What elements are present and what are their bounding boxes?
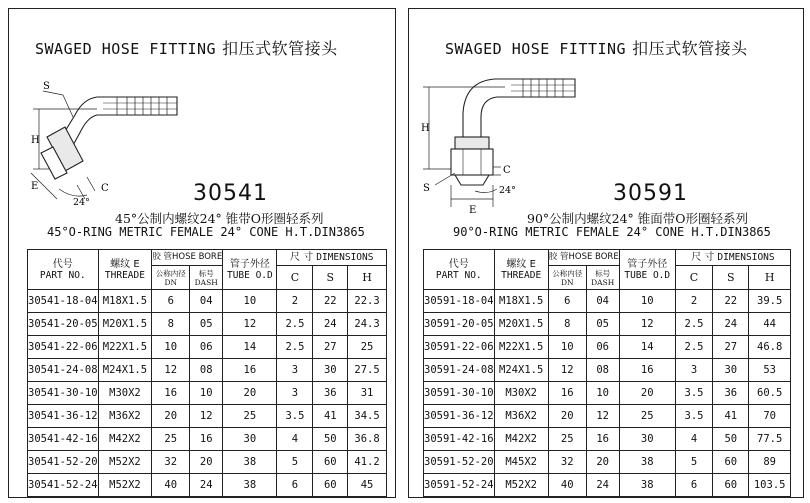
cell-part-no: 30541-52-20 — [28, 451, 99, 474]
cell-thread: M45X2 — [494, 451, 548, 474]
table-row — [28, 428, 387, 451]
cell-tube-od: 12 — [619, 313, 675, 336]
cell-c: 3.5 — [277, 405, 313, 428]
cell-dn: 12 — [548, 359, 586, 382]
cell-thread: M22X1.5 — [98, 336, 152, 359]
cell-h: 45 — [348, 474, 387, 497]
cell-s: 27 — [313, 336, 348, 359]
cell-dn: 8 — [548, 313, 586, 336]
cell-tube-od: 20 — [619, 382, 675, 405]
label-e: E — [469, 205, 477, 216]
col-hose-bore: 胶 管HOSE BORE — [152, 250, 223, 266]
cell-part-no: 30591-52-20 — [424, 451, 495, 474]
cell-dash: 10 — [190, 382, 223, 405]
col-dn: 公称内径 DN — [548, 266, 586, 290]
cell-s: 36 — [713, 382, 749, 405]
col-part-no: 代号 PART NO. — [28, 250, 99, 290]
cell-c: 2 — [675, 290, 712, 313]
table-row — [28, 290, 387, 313]
cell-s: 50 — [713, 428, 749, 451]
cell-h: 39.5 — [749, 290, 791, 313]
description-cn: 45°公制内螺纹24° 锥带O形圈轻系列 — [115, 211, 324, 226]
cell-dash: 12 — [586, 405, 619, 428]
cell-part-no: 30541-20-05 — [28, 313, 99, 336]
cell-thread: M52X2 — [494, 474, 548, 497]
cell-part-no: 30591-20-05 — [424, 313, 495, 336]
header-cn: 扣压式软管接头 — [222, 39, 338, 58]
table-row — [28, 451, 387, 474]
cell-s: 36 — [313, 382, 348, 405]
cell-h: 31 — [348, 382, 387, 405]
cell-thread: M20X1.5 — [494, 313, 548, 336]
cell-tube-od: 12 — [223, 313, 277, 336]
cell-tube-od: 25 — [619, 405, 675, 428]
header-en: SWAGED HOSE FITTING — [35, 40, 217, 58]
cell-c: 4 — [277, 428, 313, 451]
cell-thread: M36X2 — [98, 405, 152, 428]
cell-dn: 25 — [548, 428, 586, 451]
cell-tube-od: 14 — [619, 336, 675, 359]
cell-h: 41.2 — [348, 451, 387, 474]
table-row — [28, 359, 387, 382]
header-cn: 扣压式软管接头 — [632, 39, 748, 58]
cell-tube-od: 16 — [223, 359, 277, 382]
cell-dash: 04 — [586, 290, 619, 313]
col-part-no: 代号 PART NO. — [424, 250, 495, 290]
cell-dn: 8 — [152, 313, 190, 336]
cell-dash: 24 — [190, 474, 223, 497]
fitting-90-svg — [415, 67, 585, 227]
col-dash: 标号 DASH — [190, 266, 223, 290]
cell-tube-od: 10 — [619, 290, 675, 313]
col-c: C — [277, 266, 313, 290]
cell-tube-od: 16 — [619, 359, 675, 382]
table-row — [424, 474, 791, 497]
cell-dash: 16 — [586, 428, 619, 451]
cell-s: 60 — [313, 451, 348, 474]
label-s: S — [423, 183, 430, 194]
cell-part-no: 30591-18-04 — [424, 290, 495, 313]
cell-thread: M20X1.5 — [98, 313, 152, 336]
cell-s: 27 — [713, 336, 749, 359]
table-row — [424, 451, 791, 474]
description-en: 90°O-RING METRIC FEMALE 24° CONE H.T.DIN3865 — [453, 225, 771, 239]
cell-dash: 08 — [190, 359, 223, 382]
cell-dn: 16 — [548, 382, 586, 405]
cell-c: 3.5 — [675, 405, 712, 428]
col-dimensions: 尺 寸 DIMENSIONS — [675, 250, 790, 266]
cell-part-no: 30541-42-16 — [28, 428, 99, 451]
cell-s: 24 — [713, 313, 749, 336]
description-en: 45°O-RING METRIC FEMALE 24° CONE H.T.DIN3865 — [47, 225, 365, 239]
label-h: H — [421, 123, 430, 134]
cell-thread: M42X2 — [494, 428, 548, 451]
cell-h: 60.5 — [749, 382, 791, 405]
col-hose-bore: 胶 管HOSE BORE — [548, 250, 619, 266]
cell-tube-od: 20 — [223, 382, 277, 405]
cell-s: 60 — [313, 474, 348, 497]
cell-c: 2.5 — [675, 336, 712, 359]
cell-part-no: 30591-24-08 — [424, 359, 495, 382]
table-row — [424, 336, 791, 359]
cell-thread: M52X2 — [98, 451, 152, 474]
cell-tube-od: 10 — [223, 290, 277, 313]
cell-part-no: 30591-30-10 — [424, 382, 495, 405]
fitting-drawing-45deg — [17, 67, 187, 217]
cell-dn: 6 — [152, 290, 190, 313]
spec-table — [423, 249, 791, 497]
table-row — [424, 313, 791, 336]
cell-dn: 32 — [548, 451, 586, 474]
cell-part-no: 30591-42-16 — [424, 428, 495, 451]
label-e: E — [31, 181, 39, 192]
table-row — [424, 359, 791, 382]
header-en: SWAGED HOSE FITTING — [445, 40, 627, 58]
cell-dn: 32 — [152, 451, 190, 474]
cell-dash: 05 — [190, 313, 223, 336]
col-s: S — [713, 266, 749, 290]
cell-s: 24 — [313, 313, 348, 336]
cell-s: 22 — [313, 290, 348, 313]
cell-c: 2.5 — [675, 313, 712, 336]
cell-tube-od: 25 — [223, 405, 277, 428]
cell-tube-od: 30 — [223, 428, 277, 451]
cell-thread: M30X2 — [98, 382, 152, 405]
col-h: H — [348, 266, 387, 290]
cell-thread: M18X1.5 — [494, 290, 548, 313]
cell-s: 50 — [313, 428, 348, 451]
label-s: S — [43, 81, 50, 92]
cell-dn: 6 — [548, 290, 586, 313]
col-dash: 标号 DASH — [586, 266, 619, 290]
cell-s: 22 — [713, 290, 749, 313]
label-c: C — [503, 165, 511, 176]
col-dimensions: 尺 寸 DIMENSIONS — [277, 250, 387, 266]
col-c: C — [675, 266, 712, 290]
cell-dn: 10 — [548, 336, 586, 359]
cell-part-no: 30541-18-04 — [28, 290, 99, 313]
cell-tube-od: 38 — [619, 474, 675, 497]
catalog-panel-30591 — [408, 8, 804, 498]
cell-thread: M24X1.5 — [98, 359, 152, 382]
cell-h: 89 — [749, 451, 791, 474]
cell-tube-od: 14 — [223, 336, 277, 359]
table-row — [28, 382, 387, 405]
cell-h: 70 — [749, 405, 791, 428]
cell-thread: M18X1.5 — [98, 290, 152, 313]
table-row — [424, 290, 791, 313]
cell-dn: 20 — [548, 405, 586, 428]
cell-h: 53 — [749, 359, 791, 382]
label-angle: 24° — [73, 197, 90, 208]
cell-dn: 40 — [152, 474, 190, 497]
catalog-panel-30541 — [8, 8, 396, 498]
table-row — [28, 336, 387, 359]
table-row — [28, 405, 387, 428]
cell-dash: 06 — [190, 336, 223, 359]
cell-c: 3 — [277, 382, 313, 405]
cell-h: 44 — [749, 313, 791, 336]
cell-part-no: 30591-22-06 — [424, 336, 495, 359]
cell-h: 22.3 — [348, 290, 387, 313]
cell-c: 2 — [277, 290, 313, 313]
col-tube-od: 管子外径 TUBE O.D — [619, 250, 675, 290]
col-h: H — [749, 266, 791, 290]
cell-dash: 06 — [586, 336, 619, 359]
cell-dash: 16 — [190, 428, 223, 451]
col-thread: 螺纹 E THREADE — [494, 250, 548, 290]
cell-thread: M22X1.5 — [494, 336, 548, 359]
cell-c: 5 — [277, 451, 313, 474]
cell-c: 3 — [675, 359, 712, 382]
label-h: H — [31, 135, 40, 146]
cell-h: 46.8 — [749, 336, 791, 359]
cell-thread: M52X2 — [98, 474, 152, 497]
cell-dn: 10 — [152, 336, 190, 359]
cell-c: 6 — [675, 474, 712, 497]
cell-dash: 24 — [586, 474, 619, 497]
cell-dash: 20 — [190, 451, 223, 474]
model-number: 30591 — [613, 181, 688, 206]
cell-part-no: 30591-36-12 — [424, 405, 495, 428]
cell-h: 103.5 — [749, 474, 791, 497]
label-angle: 24° — [499, 185, 516, 196]
col-tube-od: 管子外径 TUBE O.D — [223, 250, 277, 290]
cell-dn: 20 — [152, 405, 190, 428]
cell-tube-od: 38 — [619, 451, 675, 474]
cell-dn: 12 — [152, 359, 190, 382]
cell-tube-od: 30 — [619, 428, 675, 451]
spec-rows — [424, 290, 791, 497]
cell-c: 2.5 — [277, 313, 313, 336]
col-s: S — [313, 266, 348, 290]
cell-s: 41 — [313, 405, 348, 428]
cell-part-no: 30541-22-06 — [28, 336, 99, 359]
cell-thread: M24X1.5 — [494, 359, 548, 382]
cell-part-no: 30591-52-24 — [424, 474, 495, 497]
cell-s: 41 — [713, 405, 749, 428]
table-row — [424, 405, 791, 428]
cell-s: 60 — [713, 451, 749, 474]
cell-dash: 05 — [586, 313, 619, 336]
cell-part-no: 30541-24-08 — [28, 359, 99, 382]
cell-c: 3.5 — [675, 382, 712, 405]
cell-h: 77.5 — [749, 428, 791, 451]
description-cn: 90°公制内螺纹24° 锥面带O形圈轻系列 — [527, 211, 749, 226]
cell-h: 27.5 — [348, 359, 387, 382]
cell-h: 34.5 — [348, 405, 387, 428]
cell-dn: 16 — [152, 382, 190, 405]
cell-c: 3 — [277, 359, 313, 382]
cell-dash: 08 — [586, 359, 619, 382]
cell-c: 4 — [675, 428, 712, 451]
cell-part-no: 30541-52-24 — [28, 474, 99, 497]
cell-thread: M42X2 — [98, 428, 152, 451]
cell-h: 24.3 — [348, 313, 387, 336]
label-c: C — [101, 183, 109, 194]
cell-c: 5 — [675, 451, 712, 474]
cell-c: 2.5 — [277, 336, 313, 359]
cell-thread: M36X2 — [494, 405, 548, 428]
cell-dash: 10 — [586, 382, 619, 405]
panel-header — [445, 36, 748, 59]
cell-dn: 25 — [152, 428, 190, 451]
spec-rows — [28, 290, 387, 497]
cell-thread: M30X2 — [494, 382, 548, 405]
cell-dash: 04 — [190, 290, 223, 313]
table-row — [28, 474, 387, 497]
cell-tube-od: 38 — [223, 451, 277, 474]
cell-part-no: 30541-30-10 — [28, 382, 99, 405]
cell-part-no: 30541-36-12 — [28, 405, 99, 428]
model-number: 30541 — [193, 181, 268, 206]
cell-dn: 40 — [548, 474, 586, 497]
cell-dash: 20 — [586, 451, 619, 474]
fitting-45-svg — [17, 67, 187, 217]
cell-h: 25 — [348, 336, 387, 359]
cell-s: 30 — [713, 359, 749, 382]
cell-h: 36.8 — [348, 428, 387, 451]
col-dn: 公称内径 DN — [152, 266, 190, 290]
table-row — [424, 382, 791, 405]
panel-header — [35, 36, 338, 59]
spec-table — [27, 249, 387, 497]
cell-dash: 12 — [190, 405, 223, 428]
fitting-drawing-90deg — [415, 67, 585, 227]
table-row — [28, 313, 387, 336]
cell-s: 60 — [713, 474, 749, 497]
cell-c: 6 — [277, 474, 313, 497]
table-row — [424, 428, 791, 451]
cell-tube-od: 38 — [223, 474, 277, 497]
col-thread: 螺纹 E THREADE — [98, 250, 152, 290]
cell-s: 30 — [313, 359, 348, 382]
